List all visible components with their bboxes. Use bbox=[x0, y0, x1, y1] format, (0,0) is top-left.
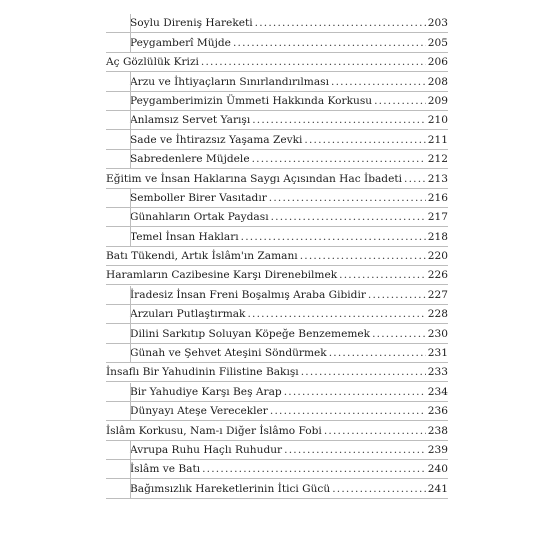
dot-leader bbox=[233, 37, 426, 50]
dot-leader bbox=[372, 328, 426, 341]
dot-leader bbox=[269, 192, 426, 205]
toc-entry[interactable] bbox=[106, 53, 448, 72]
dot-leader bbox=[331, 76, 426, 89]
toc-entry[interactable] bbox=[106, 169, 448, 188]
dot-leader bbox=[404, 173, 426, 186]
toc-entry-title: Soylu Direniş Hareketi bbox=[130, 17, 253, 30]
toc-page-number: 226 bbox=[427, 269, 448, 282]
toc-page-number: 205 bbox=[427, 36, 448, 49]
toc-page-number: 208 bbox=[427, 75, 448, 88]
toc-subentry[interactable] bbox=[106, 402, 448, 421]
toc-subentry[interactable] bbox=[106, 382, 448, 401]
dot-leader bbox=[201, 56, 426, 69]
toc-subentry[interactable] bbox=[106, 305, 448, 324]
toc-entry[interactable] bbox=[106, 363, 448, 382]
toc-entry-title: Sade ve İhtirazsız Yaşama Zevki bbox=[130, 133, 303, 146]
toc-subentry[interactable] bbox=[106, 208, 448, 227]
toc-page-number: 240 bbox=[427, 463, 448, 476]
dot-leader bbox=[252, 153, 426, 166]
dot-leader bbox=[284, 386, 426, 399]
toc-entry-title: Temel İnsan Hakları bbox=[130, 230, 239, 243]
toc-entry-title: Peygamberî Müjde bbox=[130, 36, 231, 49]
toc-page-number: 234 bbox=[427, 385, 448, 398]
dot-leader bbox=[255, 17, 426, 30]
toc-entry-title: İradesiz İnsan Freni Boşalmış Araba Gibidir bbox=[130, 288, 366, 301]
toc-page-number: 213 bbox=[427, 172, 448, 185]
dot-leader bbox=[374, 95, 426, 108]
toc-entry-title: Semboller Birer Vasıtadır bbox=[130, 191, 267, 204]
subentry-guide-line bbox=[130, 441, 131, 499]
dot-leader bbox=[271, 211, 426, 224]
dot-leader bbox=[241, 231, 426, 244]
dot-leader bbox=[270, 405, 426, 418]
toc-entry-title: Aç Gözlülük Krizi bbox=[106, 56, 199, 69]
dot-leader bbox=[324, 425, 426, 438]
toc-entry-title: Dünyayı Ateşe Verecekler bbox=[130, 405, 268, 418]
dot-leader bbox=[332, 483, 426, 496]
dot-leader bbox=[304, 134, 425, 147]
toc-list bbox=[106, 14, 448, 499]
toc-entry-title: Dilini Sarkıtıp Soluyan Köpeğe Benzememek bbox=[130, 327, 371, 340]
toc-page-number: 206 bbox=[427, 56, 448, 69]
toc-page-number: 241 bbox=[427, 482, 448, 495]
toc-entry-title: Günah ve Şehvet Ateşini Söndürmek bbox=[130, 347, 327, 360]
toc-subentry[interactable] bbox=[106, 441, 448, 460]
toc-subentry[interactable] bbox=[106, 92, 448, 111]
toc-entry-title: Avrupa Ruhu Haçlı Ruhudur bbox=[130, 443, 283, 456]
toc-subentry[interactable] bbox=[106, 111, 448, 130]
subentry-guide-line bbox=[130, 189, 131, 247]
toc-subentry[interactable] bbox=[106, 130, 448, 149]
toc-subentry[interactable] bbox=[106, 150, 448, 169]
toc-page-number: 216 bbox=[427, 191, 448, 204]
toc-page-number: 230 bbox=[427, 327, 448, 340]
dot-leader bbox=[301, 366, 426, 379]
toc-page-number: 227 bbox=[427, 288, 448, 301]
toc-entry-title: Bir Yahudiye Karşı Beş Arap bbox=[130, 385, 282, 398]
dot-leader bbox=[339, 269, 426, 282]
toc-entry[interactable] bbox=[106, 266, 448, 285]
subentry-guide-line bbox=[130, 286, 131, 364]
toc-entry-title: İslâm ve Batı bbox=[130, 463, 201, 476]
toc-page-number: 231 bbox=[427, 347, 448, 360]
dot-leader bbox=[368, 289, 426, 302]
dot-leader bbox=[300, 250, 426, 263]
toc-page-number: 233 bbox=[427, 366, 448, 379]
toc-entry-title: Eğitim ve İnsan Haklarına Saygı Açısından Hac İbadeti bbox=[106, 172, 403, 185]
toc-page-number: 220 bbox=[427, 250, 448, 263]
subentry-guide-line bbox=[130, 383, 131, 422]
toc-subentry[interactable] bbox=[106, 14, 448, 33]
toc-subentry[interactable] bbox=[106, 479, 448, 498]
dot-leader bbox=[247, 308, 425, 321]
toc-entry-title: Sabredenlere Müjdele bbox=[130, 153, 250, 166]
toc-page-number: 203 bbox=[427, 17, 448, 30]
toc-subentry[interactable] bbox=[106, 33, 448, 52]
toc-entry-title: Bağımsızlık Hareketlerinin İtici Gücü bbox=[130, 482, 331, 495]
toc-subentry[interactable] bbox=[106, 285, 448, 304]
toc-page-number: 228 bbox=[427, 308, 448, 321]
toc-subentry[interactable] bbox=[106, 324, 448, 343]
toc-subentry[interactable] bbox=[106, 460, 448, 479]
toc-entry-title: Arzuları Putlaştırmak bbox=[130, 308, 246, 321]
toc-entry-title: Anlamsız Servet Yarışı bbox=[130, 114, 251, 127]
toc-entry[interactable] bbox=[106, 421, 448, 440]
dot-leader bbox=[329, 347, 426, 360]
toc-page-number: 209 bbox=[427, 94, 448, 107]
toc-entry-title: Günahların Ortak Paydası bbox=[130, 211, 269, 224]
dot-leader bbox=[202, 463, 426, 476]
toc-page-number: 236 bbox=[427, 405, 448, 418]
toc-entry-title: Peygamberimizin Ümmeti Hakkında Korkusu bbox=[130, 94, 373, 107]
dot-leader bbox=[252, 114, 426, 127]
toc-entry[interactable] bbox=[106, 247, 448, 266]
toc-page-number: 210 bbox=[427, 114, 448, 127]
toc-entry-title: Batı Tükendi, Artık İslâm'ın Zamanı bbox=[106, 250, 298, 263]
toc-entry-title: Arzu ve İhtiyaçların Sınırlandırılması bbox=[130, 75, 329, 88]
toc-entry-title: Haramların Cazibesine Karşı Direnebilmek bbox=[106, 269, 338, 282]
toc-page-number: 218 bbox=[427, 230, 448, 243]
dot-leader bbox=[284, 444, 426, 457]
subentry-guide-line bbox=[130, 14, 131, 53]
toc-subentry[interactable] bbox=[106, 227, 448, 246]
toc-subentry[interactable] bbox=[106, 72, 448, 91]
subentry-guide-line bbox=[130, 72, 131, 169]
toc-entry-title: İslâm Korkusu, Nam-ı Diğer İslâmo Fobi bbox=[106, 424, 322, 437]
toc-page-number: 212 bbox=[427, 153, 448, 166]
toc-page-number: 239 bbox=[427, 443, 448, 456]
toc-entry-title: İnsaflı Bir Yahudinin Filistine Bakışı bbox=[106, 366, 299, 379]
toc-page-number: 238 bbox=[427, 424, 448, 437]
toc-subentry[interactable] bbox=[106, 344, 448, 363]
toc-subentry[interactable] bbox=[106, 189, 448, 208]
toc-page-number: 211 bbox=[427, 133, 448, 146]
toc-page-number: 217 bbox=[427, 211, 448, 224]
